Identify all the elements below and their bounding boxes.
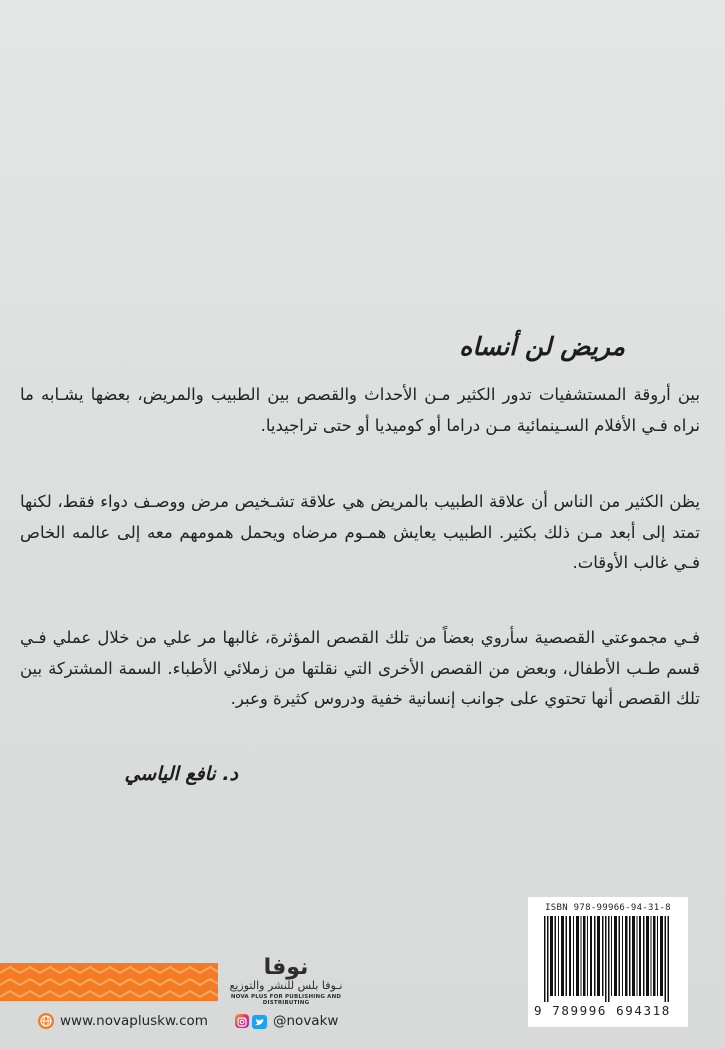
twitter-icon bbox=[252, 1014, 267, 1028]
isbn-number: ISBN 978-99966-94-31-8 bbox=[545, 903, 671, 913]
book-title: مريض لن أنساه bbox=[459, 332, 625, 361]
publisher-logo bbox=[222, 957, 350, 1007]
barcode-bars bbox=[544, 916, 672, 1002]
publisher-name-english: NOVA PLUS FOR PUBLISHING AND DISTRIBUTING bbox=[230, 994, 342, 1006]
social-handle-text: @novakw bbox=[273, 1013, 339, 1029]
blurb-paragraph-2: يظن الكثير من الناس أن علاقة الطبيب بالمريض هي علاقة تشـخيص مرض ووصـف دواء فقط، لكنها تمتد إلى أبعد مـن ذلك بكثير. الطبيب يعايش همـوم مرضاه ويحمل همومهم معه إلى عالمه الخاص فـي غالب الأوقات. bbox=[20, 492, 700, 572]
website-url: www.novapluskw.com bbox=[60, 1013, 208, 1029]
barcode-digits: 9 789996 694318 bbox=[534, 1003, 671, 1018]
globe-icon bbox=[38, 1013, 54, 1029]
website-link[interactable] bbox=[38, 1011, 208, 1031]
publisher-name-arabic: نـوفا بلس للنشر والتوزيع bbox=[229, 979, 343, 992]
zigzag-pattern bbox=[0, 963, 218, 1001]
isbn-barcode bbox=[528, 897, 688, 1027]
blurb-paragraph-1: بين أروقة المستشفيات تدور الكثير مـن الأحداث والقصص بين الطبيب والمريض، بعضها يشـابه ما نراه فـي الأفلام السـينمائية مـن دراما أو كوميديا أو حتى تراجيديا. bbox=[20, 385, 700, 435]
author-name: د. نافع الياسي bbox=[124, 763, 238, 785]
blurb-paragraph-3: فـي مجموعتي القصصية سأروي بعضاً من تلك القصص المؤثرة، غالبها مر علي من خلال عملي فـي قسم طـب الأطفال، وبعض من القصص الأخرى التي نقلتها من زملائي الأطباء. السمة المشتركة بين تلك القصص أنها تحتوي على جوانب إنسانية خفية ودروس كثيرة وعبر. bbox=[20, 628, 700, 708]
logo-wordmark: نوفا bbox=[263, 955, 309, 980]
social-handle[interactable] bbox=[235, 1011, 338, 1031]
publisher-orange-band bbox=[0, 963, 218, 1001]
instagram-icon bbox=[235, 1014, 249, 1028]
